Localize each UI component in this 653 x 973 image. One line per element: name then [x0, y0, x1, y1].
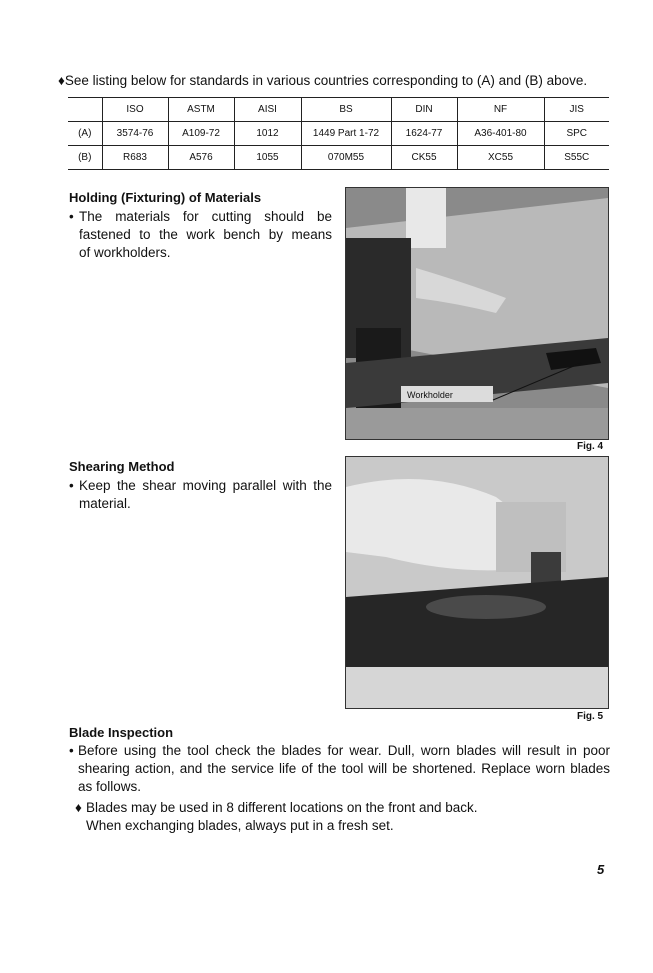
table-header-cell: AISI: [234, 98, 301, 122]
diamond-bullet-icon: ♦: [75, 800, 82, 815]
fig4-photo: [345, 187, 609, 440]
blade-line: Before using the tool check the blades for wear. Dull, worn blades will result in poor: [78, 743, 610, 758]
table-cell: 1012: [234, 122, 301, 146]
blade-heading: Blade Inspection: [69, 725, 174, 740]
fig5-photo: [345, 456, 609, 709]
table-cell: 1449 Part 1-72: [301, 122, 391, 146]
holding-paragraph: [69, 208, 332, 262]
table-cell: 070M55: [301, 146, 391, 170]
table-header-cell: BS: [301, 98, 391, 122]
blade-line: shearing action, and the service life of the tool will be shortened. Replace worn blades: [78, 761, 610, 776]
fig4-workholder-label: Workholder: [407, 390, 453, 400]
table-cell: 1624-77: [391, 122, 457, 146]
intro-note: ♦See listing below for standards in various countries corresponding to (A) and (B) above.: [58, 73, 588, 88]
table-header-cell: ISO: [102, 98, 168, 122]
fig5-caption: Fig. 5: [577, 711, 604, 722]
table-header-cell: JIS: [544, 98, 609, 122]
table-cell: 3574-76: [102, 122, 168, 146]
table-row: [68, 122, 609, 146]
bullet-icon: •: [69, 209, 74, 224]
standards-table: [68, 97, 609, 170]
bullet-icon: •: [69, 478, 74, 493]
table-header-row: [68, 98, 609, 122]
table-cell: R683: [102, 146, 168, 170]
holding-line: The materials for cutting should be: [79, 209, 332, 224]
table-cell: 1055: [234, 146, 301, 170]
fig5-illustration: [346, 457, 608, 708]
shearing-line: Keep the shear moving parallel with the: [79, 478, 332, 493]
bullet-icon: •: [69, 743, 74, 758]
table-header-cell: [68, 98, 102, 122]
shearing-line: material.: [79, 496, 131, 511]
table-cell: A576: [168, 146, 234, 170]
fig4-caption: Fig. 4: [577, 441, 604, 452]
table-row: [68, 146, 609, 170]
holding-heading: Holding (Fixturing) of Materials: [69, 190, 262, 205]
blade-sub-line: Blades may be used in 8 different locations on the front and back.: [86, 800, 478, 815]
shearing-heading: Shearing Method: [69, 459, 175, 474]
blade-sub-paragraph: [75, 799, 595, 835]
page-number: 5: [597, 862, 605, 877]
fig4-illustration: [346, 188, 608, 439]
blade-sub-line: When exchanging blades, always put in a fresh set.: [86, 818, 394, 833]
table-cell: (B): [78, 152, 92, 163]
table-header-cell: DIN: [391, 98, 457, 122]
table-cell: SPC: [544, 122, 609, 146]
table-header-cell: NF: [457, 98, 544, 122]
holding-line: fastened to the work bench by means: [79, 227, 332, 242]
table-cell: A36-401-80: [457, 122, 544, 146]
table-cell: S55C: [544, 146, 609, 170]
blade-line: as follows.: [78, 779, 142, 794]
holding-line: of workholders.: [79, 245, 171, 260]
table-cell: A109-72: [168, 122, 234, 146]
table-cell: (A): [78, 128, 92, 139]
shearing-paragraph: [69, 477, 332, 513]
table-cell: XC55: [457, 146, 544, 170]
table-cell: CK55: [391, 146, 457, 170]
table-header-cell: ASTM: [168, 98, 234, 122]
blade-paragraph: [69, 742, 610, 796]
